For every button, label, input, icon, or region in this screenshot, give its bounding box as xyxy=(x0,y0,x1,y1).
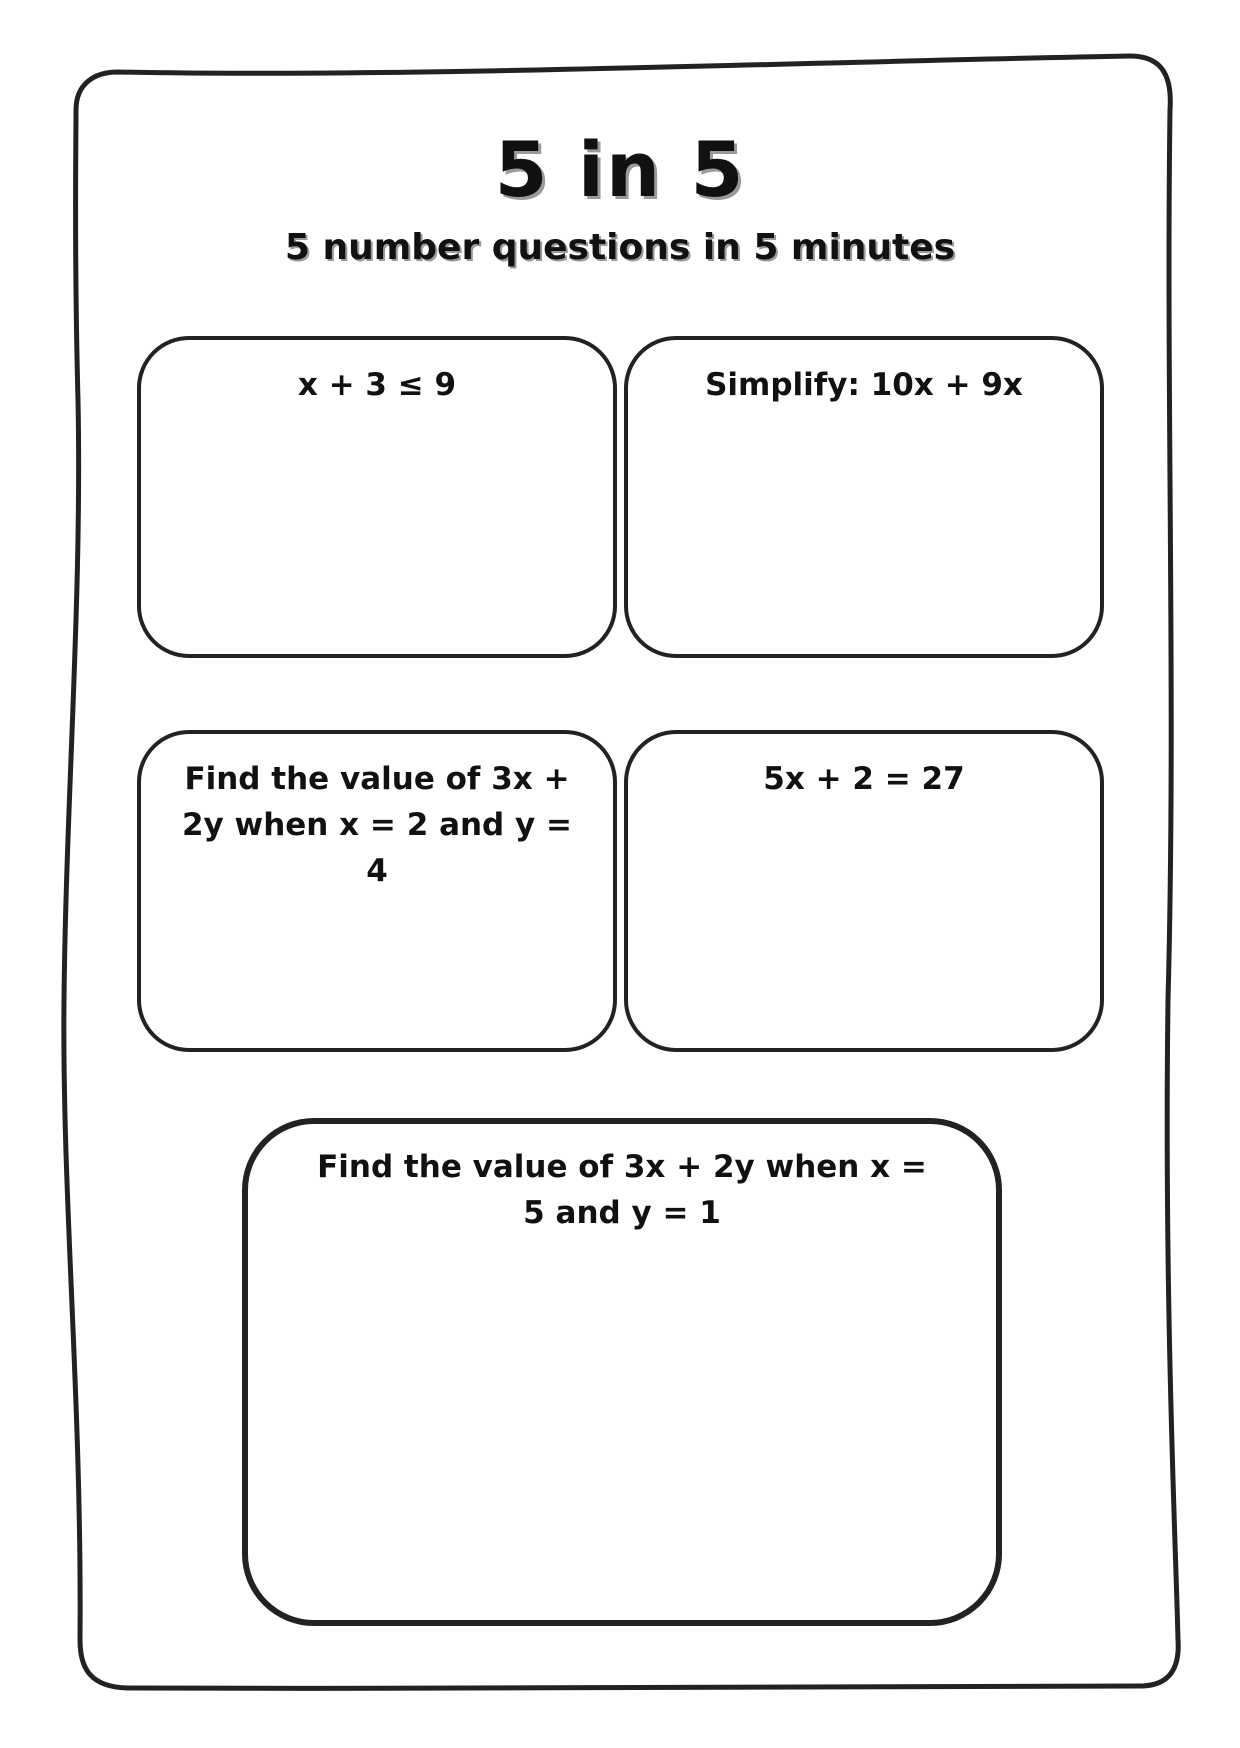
page-subtitle: 5 number questions in 5 minutes xyxy=(284,227,956,268)
question-box-4 xyxy=(624,730,1104,1052)
question-text: Find the value of 3x + 2y when x = 2 and y = 4 xyxy=(181,761,573,889)
question-text: 5x + 2 = 27 xyxy=(763,761,965,797)
question-text: Simplify: 10x + 9x xyxy=(705,367,1023,403)
question-box-3 xyxy=(137,730,617,1052)
question-text: Find the value of 3x + 2y when x = 5 and y = 1 xyxy=(317,1149,927,1231)
question-box-5 xyxy=(242,1118,1002,1626)
question-text: x + 3 ≤ 9 xyxy=(297,367,457,403)
page-title: 5 in 5 xyxy=(494,125,746,214)
question-box-1 xyxy=(137,336,617,658)
question-box-2 xyxy=(624,336,1104,658)
